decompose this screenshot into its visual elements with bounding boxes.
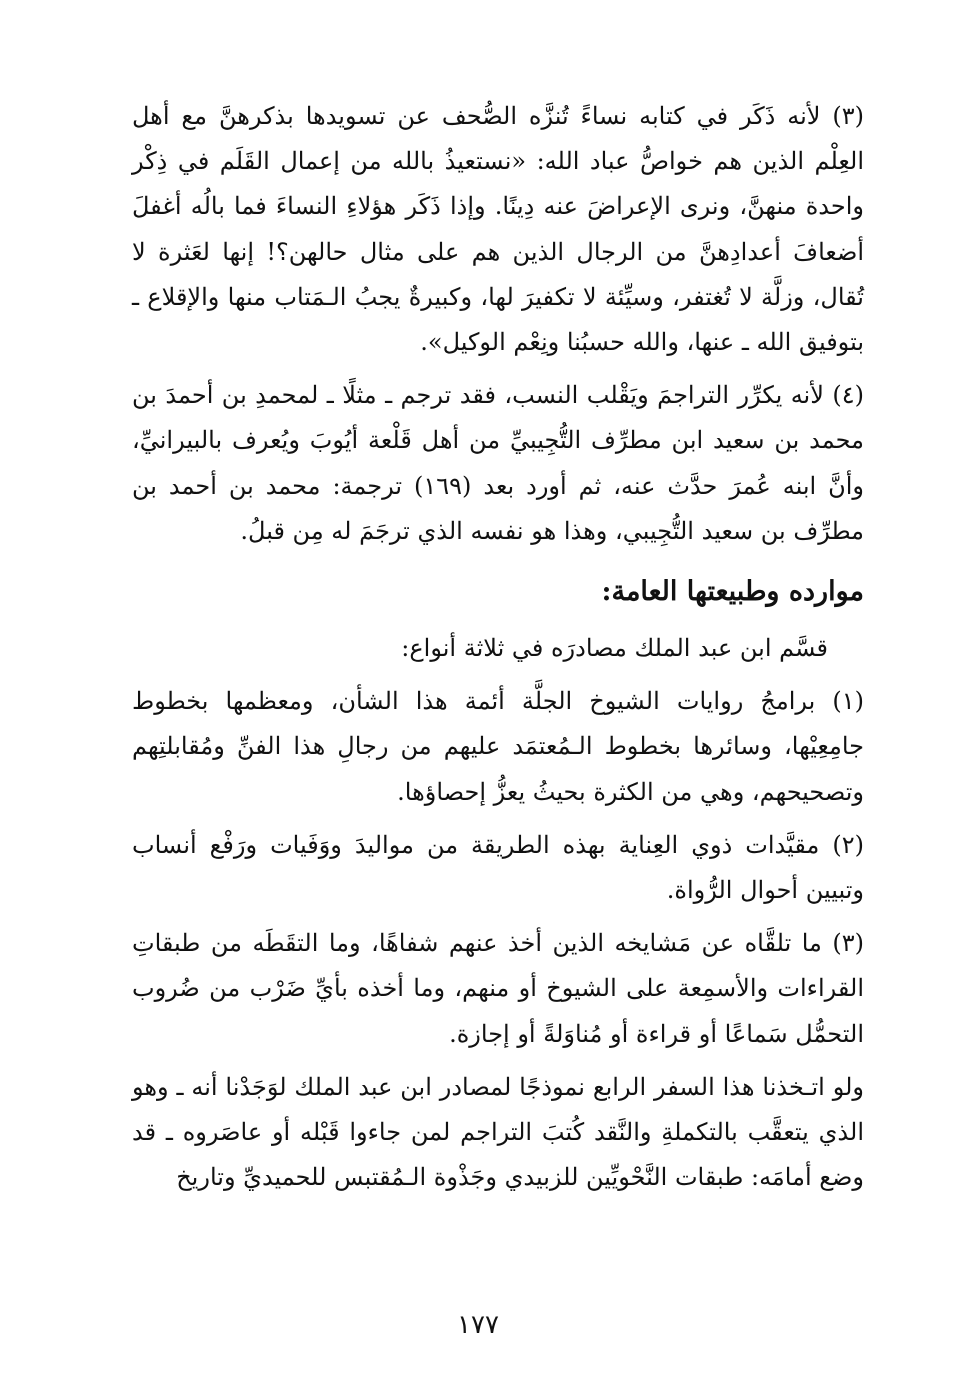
- paragraph: قسَّم ابن عبد الملك مصادرَه في ثلاثة أنواع:: [401, 634, 828, 663]
- page-number: ١٧٧: [457, 1310, 499, 1340]
- section-heading: موارده وطبيعتها العامة:: [601, 576, 864, 608]
- paragraph: (١) برامجُ روايات الشيوخ الجلَّة أئمة هذا الشأن، ومعظمها بخطوط جامِعِيْها، وسائرها بخطوط الـمُعتمَد عليهم من رجالِ هذا الفنِّ ومُقابلتِهم وتصحيحهم، وهي من الكثرة بحيثُ يعزُّ إحصاؤها.: [132, 687, 864, 806]
- paragraph: (٣) ما تلقَّاه عن مَشايخه الذين أخذ عنهم شفاهًا، وما التقَطَه من طبقاتِ القراءات والأسمِعة على الشيوخ أو منهم، وما أخذه بأيِّ ضَرْب من ضُروب التحمُّل سَماعًا أو قراءة أو مُناوَلةً أو إجازة.: [132, 929, 865, 1048]
- paragraph: ولو اتـخذنا هذا السفر الرابع نموذجًا لمصادر ابن عبد الملك لوَجَدْنا أنه ـ وهو الذي يتعقَّب بالتكملةِ والنَّقد كُتبَ التراجم لمن جاءوا قَبْله أو عاصَروه ـ قد وضع أمامَه: طبقات النَّحْويِّين للزبيدي وجَذْوة الـمُقتبس للحميديِّ وتاريخ: [132, 1072, 864, 1192]
- paragraph: (٣) لأنه ذَكَر في كتابه نساءً تُنزَّه الصُّحف عن تسويدها بذكرهنَّ مع أهل العِلْم الذين هم خواصُّ عباد الله: «نستعيذُ بالله من إعمال القَلَم في ذِكْر واحدة منهنَّ، ونرى الإعراضَ عنه دِينًا. وإذا ذَكَر هؤلاءِ النساءَ فما بالُه أغفلَ أضعافَ أعدادِهنَّ من الرجال الذين هم على مثال حالهن؟! إنها لعَثرة لا تُقال، وزلَّة لا تُغتفر، وسيِّئة لا تكفيرَ لها، وكبيرةٌ يجبُ الـمَتاب منها والإقلاع ـ بتوفيق الله ـ عنها، والله حسبُنا ونِعْم الوكيل».: [132, 102, 865, 357]
- paragraph: (٢) مقيَّدات ذوي العِناية بهذه الطريقة من مواليدَ ووَفَيات ورَفْع أنساب وتبيين أحوال الرُّواة.: [132, 830, 864, 905]
- paragraph: (٤) لأنه يكرِّر التراجمَ ويَقْلب النسب، فقد ترجم ـ مثلًا ـ لمحمدِ بن أحمدَ بن محمد بن سعيد ابن مطرِّف التُّجِيبيِّ من أهل قَلْعة أيُوبَ ويُعرف بالبيرانيِّ، وأنَّ ابنه عُمرَ حدَّث عنه، ثم أورد بعد (١٦٩) ترجمة: محمد بن أحمد بن مطرِّف بن سعيد التُّجِيبي، وهذا هو نفسه الذي ترجَمَ له مِن قبلُ.: [132, 381, 864, 545]
